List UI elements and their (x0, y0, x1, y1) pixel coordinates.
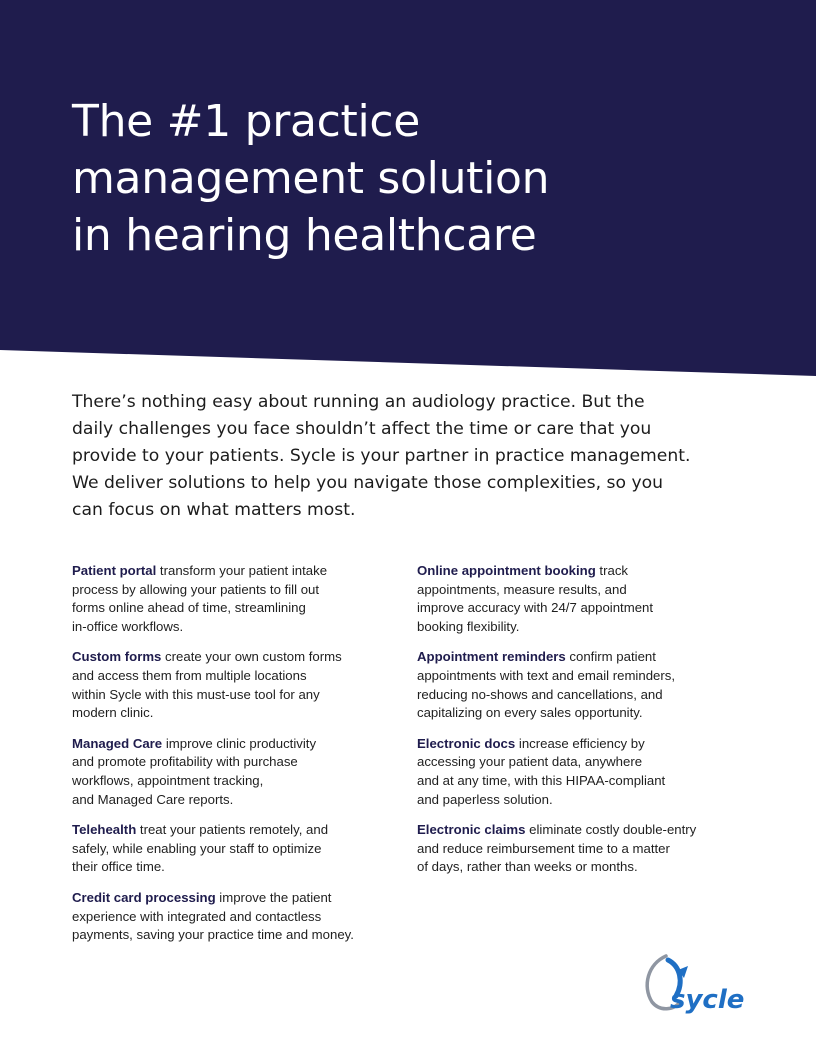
feature-text: and paperless solution. (417, 791, 553, 807)
feature-electronic-docs (417, 735, 752, 809)
feature-text: in-office workflows. (72, 618, 184, 634)
feature-name: Electronic docs (417, 735, 516, 751)
feature-text: and at any time, with this HIPAA-compliant (417, 772, 666, 788)
feature-text: transform your patient intake (156, 563, 328, 578)
title-line: management solution (72, 153, 550, 204)
title-line: The #1 practice (72, 96, 421, 147)
page-title (72, 93, 692, 264)
feature-name: Telehealth (72, 822, 137, 838)
feature-text: create your own custom forms (161, 649, 342, 665)
feature-name: Patient portal (72, 563, 157, 578)
feature-telehealth (72, 821, 407, 877)
feature-text: booking flexibility. (417, 618, 520, 634)
feature-name: Online appointment booking (417, 563, 596, 578)
intro-line: We deliver solutions to help you navigate those complexities, so you (72, 473, 664, 493)
feature-text: and reduce reimbursement time to a matter (417, 840, 670, 856)
feature-text: eliminate costly double-entry (525, 822, 697, 838)
feature-name: Appointment reminders (417, 649, 566, 665)
feature-text: capitalizing on every sales opportunity. (417, 705, 643, 721)
feature-managed-care (72, 735, 407, 809)
feature-text: confirm patient (565, 649, 656, 665)
feature-custom-forms (72, 648, 407, 722)
feature-text: workflows, appointment tracking, (72, 772, 264, 788)
feature-text: accessing your patient data, anywhere (417, 754, 643, 770)
feature-name: Custom forms (72, 649, 162, 665)
title-line: in hearing healthcare (72, 210, 537, 261)
feature-patient-portal (72, 562, 407, 636)
feature-text: and access them from multiple locations (72, 667, 307, 683)
feature-text: experience with integrated and contactless (72, 908, 322, 924)
feature-text: within Sycle with this must-use tool for any (72, 686, 320, 702)
features-right-column (417, 562, 752, 889)
feature-name: Credit card processing (72, 889, 216, 905)
feature-electronic-claims (417, 821, 752, 877)
feature-appointment-reminders (417, 648, 752, 722)
feature-text: process by allowing your patients to fill out (72, 581, 320, 597)
feature-text: and Managed Care reports. (72, 791, 234, 807)
feature-text: appointments, measure results, and (417, 581, 627, 597)
feature-text: treat your patients remotely, and (136, 822, 329, 838)
hero-banner (0, 0, 816, 380)
logo-wordmark: sycle (670, 985, 745, 1014)
feature-text: payments, saving your practice time and money. (72, 927, 354, 943)
sycle-logo (640, 948, 750, 1014)
feature-text: reducing no-shows and cancellations, and (417, 686, 663, 702)
feature-text: and promote profitability with purchase (72, 754, 298, 770)
intro-line: provide to your patients. Sycle is your partner in practice management. (72, 446, 691, 466)
feature-text: improve accuracy with 24/7 appointment (417, 600, 654, 616)
sycle-logo-mark (640, 948, 750, 1014)
feature-credit-card-processing (72, 889, 407, 945)
feature-text: safely, while enabling your staff to optimize (72, 840, 322, 856)
feature-text: improve clinic productivity (162, 735, 317, 751)
features-left-column (72, 562, 407, 957)
feature-online-appointment-booking (417, 562, 752, 636)
intro-paragraph (72, 389, 762, 524)
feature-text: track (595, 563, 629, 578)
feature-text: increase efficiency by (515, 735, 645, 751)
feature-text: modern clinic. (72, 705, 154, 721)
feature-name: Managed Care (72, 735, 163, 751)
intro-line: There’s nothing easy about running an audiology practice. But the (72, 392, 645, 412)
feature-name: Electronic claims (417, 822, 526, 838)
feature-text: forms online ahead of time, streamlining (72, 600, 306, 616)
intro-line: daily challenges you face shouldn’t affect the time or care that you (72, 419, 652, 439)
feature-text: their office time. (72, 859, 165, 875)
feature-text: improve the patient (215, 889, 332, 905)
feature-text: appointments with text and email reminders, (417, 667, 676, 683)
feature-text: of days, rather than weeks or months. (417, 859, 638, 875)
intro-line: can focus on what matters most. (72, 500, 356, 520)
